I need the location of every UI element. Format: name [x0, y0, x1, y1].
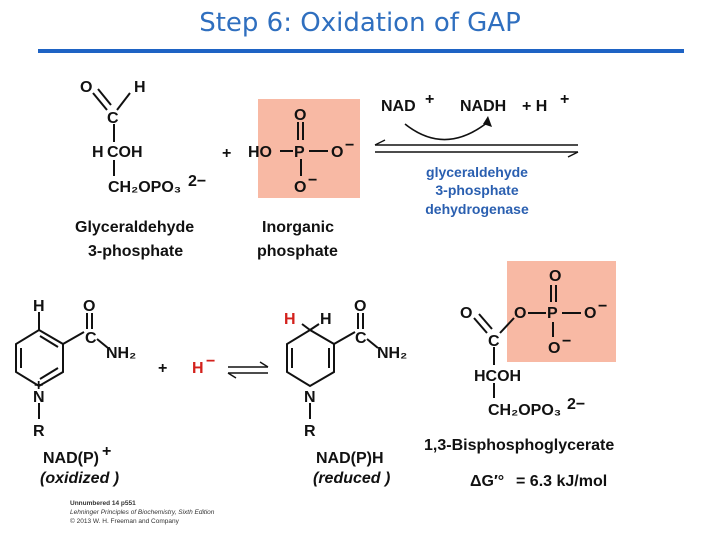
svg-text:N: N	[33, 389, 45, 406]
nadp-oxidized-structure	[16, 312, 108, 419]
enzyme-label-1: glyceraldehyde	[426, 164, 528, 180]
enzyme-label-3: dehydrogenase	[425, 201, 529, 217]
svg-text:−: −	[598, 298, 608, 315]
svg-text:O: O	[548, 340, 561, 357]
svg-text:N: N	[304, 389, 316, 406]
svg-text:C: C	[488, 333, 500, 350]
svg-text:O: O	[549, 268, 562, 285]
svg-text:+: +	[425, 91, 435, 108]
nadp-ox-label: NAD(P)	[43, 450, 99, 467]
svg-text:2−: 2−	[188, 173, 207, 190]
svg-text:NH₂: NH₂	[106, 345, 137, 362]
svg-text:CH₂OPO₃: CH₂OPO₃	[108, 179, 182, 196]
pi-label-1: Inorganic	[262, 219, 335, 236]
svg-text:HCOH: HCOH	[474, 368, 522, 385]
svg-text:P: P	[547, 305, 558, 322]
svg-text:+: +	[34, 377, 44, 394]
enzyme-label-2: 3-phosphate	[435, 182, 519, 198]
svg-text:C: C	[355, 330, 367, 347]
svg-text:O: O	[354, 298, 367, 315]
svg-text:COH: COH	[107, 144, 143, 161]
svg-text:H: H	[33, 298, 45, 315]
svg-text:C: C	[85, 330, 97, 347]
cofactor-curved-arrow	[405, 122, 488, 140]
gap-label-1: Glyceraldehyde	[75, 219, 195, 236]
credit-line-1: Unnumbered 14 p551	[70, 500, 136, 507]
svg-text:H: H	[284, 311, 296, 328]
svg-text:CH₂OPO₃: CH₂OPO₃	[488, 402, 562, 419]
svg-text:+: +	[222, 145, 232, 162]
nad-label: NAD	[381, 98, 416, 115]
svg-text:O: O	[294, 107, 307, 124]
pi-label-2: phosphate	[257, 243, 338, 260]
svg-text:−: −	[308, 172, 318, 189]
svg-text:−: −	[206, 353, 216, 370]
hydride-equilibrium-arrows	[228, 362, 268, 378]
svg-text:H: H	[320, 311, 332, 328]
svg-text:+: +	[158, 360, 168, 377]
svg-text:NH₂: NH₂	[377, 345, 408, 362]
svg-text:R: R	[304, 423, 316, 440]
gap-label-2: 3-phosphate	[88, 243, 184, 260]
page-title: Step 6: Oxidation of GAP	[199, 8, 521, 38]
delta-g-symbol: ΔG′°	[470, 473, 505, 490]
svg-text:H: H	[134, 79, 146, 96]
credit-line-3: © 2013 W. H. Freeman and Company	[70, 518, 179, 525]
svg-text:2−: 2−	[567, 396, 586, 413]
svg-text:+: +	[560, 91, 570, 108]
equilibrium-arrows	[375, 140, 578, 157]
svg-text:O: O	[584, 305, 597, 322]
delta-g-value: = 6.3 kJ/mol	[516, 473, 608, 490]
svg-text:O: O	[80, 79, 93, 96]
svg-text:C: C	[107, 110, 119, 127]
nadp-ox-state: (oxidized )	[40, 470, 120, 487]
svg-text:+: +	[102, 443, 112, 460]
svg-text:O: O	[294, 179, 307, 196]
svg-text:−: −	[562, 333, 572, 350]
nadh-label: NADH	[460, 98, 507, 115]
svg-text:+ H: + H	[522, 98, 548, 115]
svg-text:HO: HO	[248, 144, 272, 161]
svg-text:O: O	[83, 298, 96, 315]
bpg-label: 1,3-Bisphosphoglycerate	[424, 437, 615, 454]
credit-line-2: Lehninger Principles of Biochemistry, Sixth Edition	[70, 509, 215, 516]
svg-text:R: R	[33, 423, 45, 440]
hydride-label: H	[192, 360, 204, 377]
nadp-reduced-structure	[287, 313, 378, 419]
nadp-red-label: NAD(P)H	[316, 450, 384, 467]
gap-structure	[93, 89, 130, 176]
nadp-red-state: (reduced )	[313, 470, 391, 487]
svg-text:−: −	[345, 137, 355, 154]
svg-text:O: O	[514, 305, 527, 322]
svg-text:O: O	[460, 305, 473, 322]
svg-text:P: P	[294, 144, 305, 161]
svg-text:O: O	[331, 144, 344, 161]
svg-text:H: H	[92, 144, 104, 161]
